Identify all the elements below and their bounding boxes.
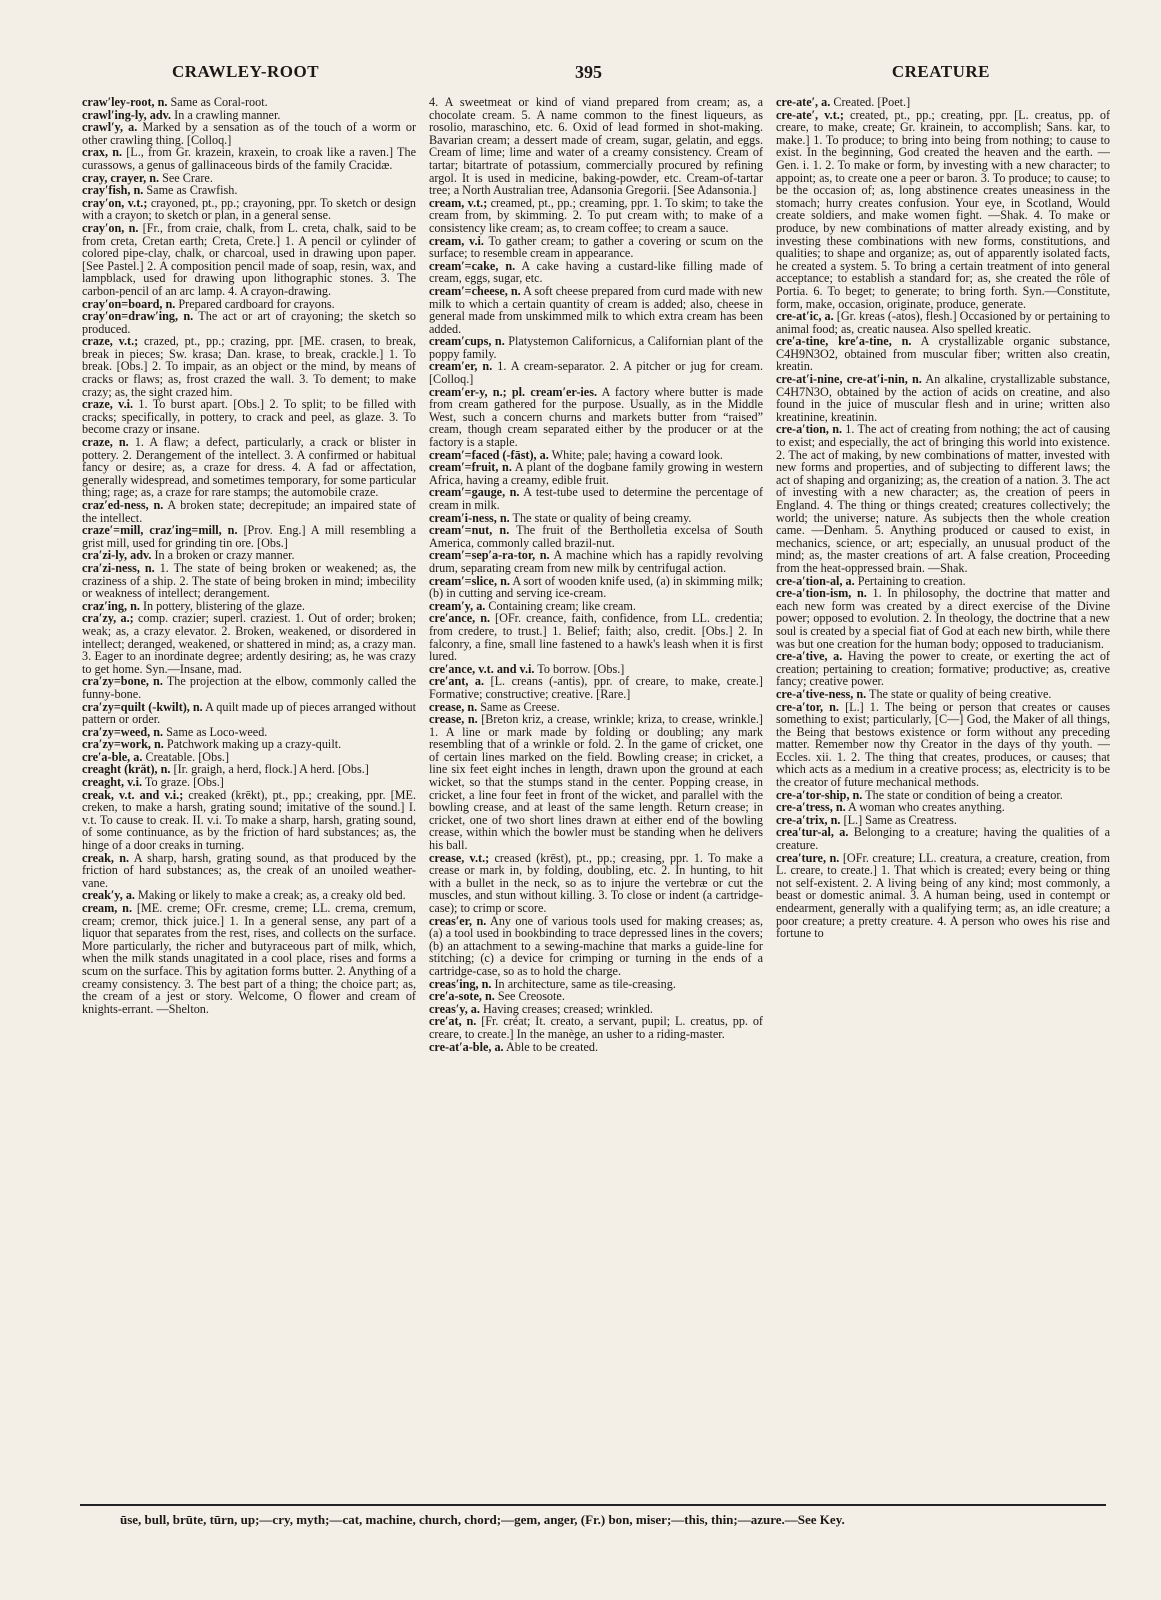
entry-definition: A test-tube used to determine the percentage of cream in milk. (429, 485, 763, 512)
dictionary-entry (776, 852, 1110, 940)
dictionary-entry (776, 310, 1110, 335)
entry-definition: A sort of wooden knife used, (a) in skimming milk; (b) in cutting and serving ice-cream. (429, 573, 763, 601)
entry-headword: cre′a-tine, kre′a-tine, n. (776, 334, 912, 349)
entry-definition: See Creosote. (497, 989, 565, 1004)
entry-headword: craze′=mill, craz′ing=mill, n. (82, 523, 238, 538)
entry-definition: Able to be created. (505, 1039, 599, 1054)
entry-definition: [L. creans (-antis), ppr. of creare, to make, create.] Formative; constructive; creative. [Rare.] (429, 674, 763, 701)
entry-headword: creaght (krät), n. (82, 762, 171, 777)
entry-definition: Patchwork making up a crazy-quilt. (166, 737, 342, 752)
page-number: 395 (575, 62, 602, 82)
entry-headword: cray′on=draw′ing, n. (82, 309, 194, 324)
entry-headword: cray′on=board, n. (82, 296, 176, 311)
entry-headword: crease, n. (429, 699, 478, 714)
entry-definition: A crystallizable organic substance, C4H9N3O2, obtained from muscular fiber; written also creatin, kreatin. (776, 334, 1110, 374)
dictionary-entry (429, 1041, 763, 1054)
dictionary-entry (82, 902, 416, 1015)
entry-headword: cray′fish, n. (82, 183, 144, 198)
entry-definition: Created. [Poet.] (833, 96, 911, 109)
entry-headword: cra′zy=bone, n. (82, 674, 163, 689)
dictionary-entry (776, 587, 1110, 650)
dictionary-entry (776, 826, 1110, 851)
pronunciation-key: ūse, bull, brūte, tūrn, up;—cry, myth;—cat, machine, church, chord;—gem, anger, (Fr.) bon, miser;—this, thin;—azure.—See Key. (120, 1512, 845, 1527)
dictionary-entry (429, 612, 763, 662)
entry-definition: Platystemon Californicus, a Californian plant of the poppy family. (429, 334, 763, 361)
entry-headword: crawl′y, a. (82, 120, 138, 135)
dictionary-entry (82, 701, 416, 726)
entry-headword: cream′cups, n. (429, 334, 505, 349)
entry-definition: created, pt., pp.; creating, ppr. [L. creatus, pp. of creare, to make, create; Gr. krainein, to accomplish; Sans. kar, to make.] 1. To produce; to bring into being from nothing; to cause to exist. In the beginning, God created the heaven and the earth. —Gen. i. 1. 2. To make or form, by investing with a new character; to appoint; as, to create one a peer or baron. 3. To produce; to cause; to be the occasion of; as, long abstinence creates uneasiness in the stomach; hurry creates confusion. Your eye, in Scotland, Would create soldiers, and make women fight. —Shak. 4. To make or produce, by new combinations of matter already existing, and by investing these combinations with new forms, constitutions, and qualities; to shape and organize; as, out of apparently isolated facts, he created a system. 5. To bring a certain treatment of into general acceptance; to establish a standard for; as, she created the rôle of Portia. 6. To beget; to generate; to bring forth. Syn.—Constitute, form, make, occasion, originate, produce, generate. (776, 107, 1110, 311)
entry-definition: To gather cream; to gather a covering or scum on the surface; to resemble cream in appearance. (429, 233, 763, 261)
entry-headword: crawl′ing-ly, adv. (82, 107, 172, 122)
entry-headword: creas′y, a. (429, 1001, 480, 1016)
entry-headword: cream′=fruit, n. (429, 460, 512, 475)
entry-headword: cre-a′tion-al, a. (776, 573, 855, 588)
entry-headword: cray, crayer, n. (82, 170, 160, 185)
entry-definition: [ME. creme; OFr. cresme, creme; LL. crema, cremum, cream; cremor, thick juice.] 1. In a general sense, any part of a liquor that separates from the rest, rises, and collects on the surface. More particularly, the richer and butyraceous part of milk, which, when the milk stands unagitated in a cool place, rises and forms a scum on the surface. This by agitation forms butter. 2. Anything of a creamy consistency. 3. The best part of a thing; the choice part; as, the cream of a jest or story. Welcome, O flower and cream of knights-errant. —Shelton. (82, 901, 416, 1016)
dictionary-entry (82, 436, 416, 499)
header-left-guideword: CRAWLEY-ROOT (172, 62, 320, 81)
entry-headword: cre′ant, a. (429, 674, 485, 689)
entry-headword: cream′=cheese, n. (429, 283, 521, 298)
entry-definition: creaked (krēkt), pt., pp.; creaking, ppr. [ME. creken, to make a harsh, grating sound; imitative of the sound.] I. v.t. To cause to creak. II. v.i. To make a sharp, harsh, grating sound, of some continuance, as by the friction of hard substances; as, the hinge of a door creaks in turning. (82, 787, 416, 853)
column-2 (429, 96, 763, 1496)
entry-headword: craz′ed-ness, n. (82, 498, 164, 512)
entry-headword: cre′ance, n. (429, 611, 491, 626)
entry-headword: craze, v.t.; (82, 334, 139, 349)
dictionary-entry (82, 675, 416, 700)
dictionary-entry (776, 650, 1110, 688)
entry-headword: cra′zy=quilt (-kwilt), n. (82, 699, 203, 714)
entry-headword: crea′tur-al, a. (776, 825, 849, 840)
entry-headword: craz′ing, n. (82, 598, 140, 613)
entry-headword: cre-ate′, v.t.; (776, 107, 844, 122)
entry-definition: See Crare. (162, 170, 213, 185)
page-header (80, 62, 1100, 88)
dictionary-entry (429, 285, 763, 335)
dictionary-entry (82, 499, 416, 524)
dictionary-entry (82, 146, 416, 171)
entry-headword: cre-at′ic, a. (776, 309, 834, 324)
columns (82, 96, 1110, 1496)
entry-definition: [OFr. creance, faith, confidence, from LL. credentia; from credere, to trust.] 1. Belief; faith; also, credit. [Obs.] 2. In falconry, a fine, small line fastened to a hawk's leash when it is first lured. (429, 611, 763, 664)
entry-definition: White; pale; having a coward look. (551, 447, 723, 462)
dictionary-entry (776, 701, 1110, 789)
dictionary-entry (82, 789, 416, 852)
entry-headword: cray′on, v.t.; (82, 195, 148, 210)
entry-definition: [Gr. kreas (-atos), flesh.] Occasioned by or pertaining to animal food; as, creatic nausea. Also spelled kreatic. (776, 309, 1110, 336)
entry-headword: creas′ing, n. (429, 976, 492, 991)
entry-headword: cream′y, a. (429, 598, 486, 613)
entry-definition: 1. The act of creating from nothing; the act of causing to exist; and especially, the act of bringing this world into existence. 2. The act of making, by new combinations of matter, invested with new forms and properties, and of subjecting to different laws; the act of shaping and organizing; as, the creation of a nation. 3. The act of investing with a new character; as, the creation of peers in England. 4. The thing or things created; creatures collectively; the world; the universe; nature. As subjects then the whole creation came. —Denham. 5. Anything produced or caused to exist, in mechanics, science, or art; especially, an unusual product of the mind; as, the master creations of art. A false creation, Proceeding from the heat-oppressed brain. —Shak. (776, 422, 1110, 575)
entry-headword: cre-a′tress, n. (776, 800, 846, 815)
entry-definition: To borrow. [Obs.] (537, 661, 625, 676)
entry-definition: A cake having a custard-like filling made of cream, eggs, sugar, etc. (429, 258, 763, 286)
dictionary-entry (429, 915, 763, 978)
entry-headword: cra′zi-ness, n. (82, 560, 155, 575)
header-right-guideword: CREATURE (891, 62, 990, 81)
entry-definition: Same as Coral-root. (170, 96, 268, 109)
dictionary-entry (82, 612, 416, 675)
entry-headword: cre′a-sote, n. (429, 989, 495, 1004)
entry-headword: crease, n. (429, 712, 478, 727)
dictionary-entry (429, 524, 763, 549)
entry-headword: cream′=nut, n. (429, 523, 510, 538)
entry-definition: Creatable. [Obs.] (145, 749, 230, 764)
dictionary-entry (82, 310, 416, 335)
entry-definition: A broken state; decrepitude; an impaired state of the intellect. (82, 498, 416, 525)
entry-headword: cra′zy=work, n. (82, 737, 164, 752)
entry-headword: cream′=cake, n. (429, 258, 516, 273)
dictionary-entry (82, 398, 416, 436)
entry-definition: A factory where butter is made from cream gathered for the purpose. Usually, as in the Middle West, such a concern churns and markets butter from “raised” cream, though cream separated either by the producer or at the factory is a staple. (429, 384, 763, 450)
entry-definition: creamed, pt., pp.; creaming, ppr. 1. To skim; to take the cream from, by skimming. 2. To put cream with; to make of a consistency like cream; as, to cream coffee; to cream a sauce. (429, 195, 763, 235)
entry-headword: cre-a′trix, n. (776, 812, 841, 827)
entry-definition: The projection at the elbow, commonly called the funny-bone. (82, 674, 416, 701)
dictionary-entry (429, 235, 763, 260)
entry-definition: 1. A flaw; a defect, particularly, a crack or blister in pottery. 2. Derangement of the intellect. 3. A confirmed or habitual fancy or desire; as, a craze for dress. 4. A fad or affectation, generally widespread, and sometimes temporary, for some particular thing; rage; as, a craze for rare stamps; the automobile craze. (82, 435, 416, 500)
entry-headword: creak, v.t. and v.i.; (82, 787, 184, 802)
entry-definition: Same as Crawfish. (146, 183, 238, 198)
entry-definition: The act or art of crayoning; the sketch so produced. (82, 309, 416, 336)
entry-definition: Pertaining to creation. (857, 573, 966, 588)
entry-definition: A woman who creates anything. (848, 800, 1005, 815)
dictionary-entry (82, 335, 416, 398)
entry-definition: [L., from Gr. krazein, kraxein, to croak like a raven.] The curassows, a genus of gallinaceous birds of the family Cracidæ. (82, 145, 416, 172)
entry-definition: 4. A sweetmeat or kind of viand prepared from cream; as, a chocolate cream. 5. A name common to the finest liqueurs, as rosolio, maraschino, etc. 6. Oxid of lead formed in shot-making. Bavarian cream; a dessert made of cream, sugar, gelatin, and eggs. Cream of lime; lime and water of a creamy consistency. Cream of tartar; bitartrate of potassium, commercially procured by refining argol. It is used in medicine, baking-powder, etc. Cream-of-tartar tree; a North Australian tree, Adansonia Gregorii. [See Adansonia.] (429, 96, 763, 198)
dictionary-entry (429, 260, 763, 285)
entry-definition: crazed, pt., pp.; crazing, ppr. [ME. crasen, to break, break in pieces; Sw. krasa; Dan. krase, to break, crackle.] 1. To break. [Obs.] 2. To impair, as an object or the mind, by means of cracks or flaws; as, frost crazed the wall. 3. To dement; to make crazy; as, the sight crazed him. (82, 334, 416, 399)
entry-headword: crax, n. (82, 145, 123, 160)
entry-headword: cre-a′tion-ism, n. (776, 586, 867, 601)
entry-headword: cre-at′i-nine, cre-at′i-nin, n. (776, 372, 922, 387)
entry-definition: [OFr. creature; LL. creatura, a creature, creation, from L. creare, to create.] 1. That which is created; every being or thing not self-existent. 2. A living being of any kind; most commonly, a beast or domestic animal. 3. A human being, used in contempt or endearment, generally with a qualifying term; as, an idle creature; a poor creature; a pretty creature. 4. A person who owes his rise and fortune to (776, 850, 1110, 941)
dictionary-entry (429, 852, 763, 915)
entry-headword: crease, v.t.; (429, 850, 490, 865)
dictionary-entry (429, 575, 763, 600)
dictionary-entry (776, 373, 1110, 423)
entry-headword: cre-a′tive-ness, n. (776, 686, 867, 701)
column-3 (776, 96, 1110, 1496)
entry-headword: creaght, v.i. (82, 775, 143, 790)
entry-headword: cre-a′tive, a. (776, 649, 843, 664)
entry-definition: Same as Loco-weed. (166, 724, 268, 739)
entry-definition: [Fr., from craie, chalk, from L. creta, chalk, said to be from creta, Cretan earth; Creta, Crete.] 1. A pencil or cylinder of colored pipe-clay, chalk, or charcoal, used in drawing upon paper. [See Pastel.] 2. A composition pencil made of soap, resin, wax, and lampblack, used for drawing upon lithographic stones. 3. The carbon-pencil of an arc lamp. 4. A crayon-drawing. (82, 220, 416, 298)
entry-definition: A sharp, harsh, grating sound, as that produced by the friction of hard substances; as, the creak of an unoiled weather-vane. (82, 850, 416, 890)
entry-headword: cream′=slice, n. (429, 573, 510, 588)
entry-definition: A machine which has a rapidly revolving drum, separating cream from new milk by centrifugal action. (429, 548, 763, 575)
dictionary-entry (429, 713, 763, 852)
entry-headword: cream′=faced (-fāst), a. (429, 447, 549, 462)
entry-definition: Having creases; creased; wrinkled. (482, 1001, 653, 1016)
dictionary-entry (82, 562, 416, 600)
entry-headword: cream′i-ness, n. (429, 510, 510, 525)
entry-headword: creak′y, a. (82, 888, 135, 903)
entry-headword: creak, n. (82, 850, 130, 865)
entry-definition: Having the power to create, or exerting the act of creation; pertaining to creation; formative; productive; as, creative fancy; creative power. (776, 649, 1110, 689)
entry-definition: crayoned, pt., pp.; crayoning, ppr. To sketch or design with a crayon; to sketch or plan, in a general sense. (82, 195, 416, 223)
entry-definition: [L.] 1. The being or person that creates or causes something to exist; particularly, [C—] God, the Maker of all things, the Being that bestows existence or form without any preceding matter. Remember now thy Creator in the days of thy youth. —Eccles. xii. 1. 2. The thing that creates, produces, or causes; that which acts as a medium in a creative process; as, electricity is to be the creator of future mechanical methods. (776, 699, 1110, 790)
entry-headword: cray′on, n. (82, 220, 139, 235)
entry-definition: An alkaline, crystallizable substance, C4H7N3O, obtained by the action of acids on creatine, and also found in the juice of muscular flesh and in urine; written also kreatinine, kreatinin. (776, 372, 1110, 424)
entry-headword: cre′at, n. (429, 1014, 477, 1029)
entry-definition: In a crawling manner. (174, 107, 281, 122)
entry-definition: [Ir. graigh, a herd, flock.] A herd. [Obs.] (173, 762, 369, 777)
entry-headword: cre′ance, v.t. and v.i. (429, 661, 535, 676)
dictionary-entry (82, 197, 416, 222)
dictionary-entry (429, 486, 763, 511)
entry-headword: cra′zy=weed, n. (82, 724, 164, 739)
dictionary-entry (429, 96, 763, 197)
entry-definition: The state or condition of being a creator. (865, 787, 1063, 802)
dictionary-entry (82, 852, 416, 890)
entry-headword: cra′zi-ly, adv. (82, 548, 152, 563)
entry-headword: cre-a′tor, n. (776, 699, 839, 714)
dictionary-entry (429, 1015, 763, 1040)
entry-headword: cre-a′tion, n. (776, 422, 843, 437)
entry-definition: Same as Creese. (480, 699, 560, 714)
entry-headword: cre-a′tor-ship, n. (776, 787, 863, 802)
footer-rule (80, 1504, 1106, 1506)
entry-definition: [Fr. créat; It. creato, a servant, pupil; L. creatus, pp. of creare, to create.] In the manège, an usher to a riding-master. (429, 1014, 763, 1041)
entry-headword: crea′ture, n. (776, 850, 840, 865)
dictionary-entry (82, 222, 416, 298)
entry-headword: craze, n. (82, 435, 129, 450)
entry-headword: cream, n. (82, 901, 132, 915)
entry-definition: [Breton kriz, a crease, wrinkle; kriza, to crease, wrinkle.] 1. A line or mark made by folding or doubling; any mark resembling that of a wrinkle or fold. 2. In the game of cricket, one of certain lines marked on the field. Bowling crease; in cricket, a line six feet eight inches in length, drawn upon the ground at each wicket, so that the stumps stand in the center. Popping crease, in cricket, a line four feet in front of the wicket, and parallel with the bowling crease, and at least of the same length. Return crease; in cricket, one of two short lines drawn at either end of the bowling crease, within which the bowler must be standing when he delivers his ball. (429, 712, 763, 853)
entry-definition: [Prov. Eng.] A mill resembling a grist mill, used for grinding tin ore. [Obs.] (82, 523, 416, 550)
entry-headword: creas′er, n. (429, 913, 487, 928)
entry-definition: comp. crazier; superl. craziest. 1. Out of order; broken; weak; as, a crazy elevator. 2. Broken, weakened, or disordered in intellect; deranged, weakened, or shattered in mind; as, a crazy man. 3. Eager to an inordinate degree; ardently desiring; as, he was crazy to get home. Syn.—Insane, mad. (82, 611, 416, 676)
entry-definition: Marked by a sensation as of the touch of a worm or other crawling thing. [Colloq.] (82, 120, 416, 147)
entry-definition: To graze. [Obs.] (144, 775, 224, 790)
dictionary-entry (82, 524, 416, 549)
dictionary-entry (429, 461, 763, 486)
entry-definition: The state or quality of being creamy. (512, 510, 692, 525)
entry-definition: A quilt made up of pieces arranged without pattern or order. (82, 699, 416, 727)
dictionary-entry (429, 386, 763, 449)
entry-headword: craze, v.i. (82, 397, 134, 412)
entry-definition: In a broken or crazy manner. (154, 548, 295, 563)
entry-definition: Any one of various tools used for making creases; as, (a) a tool used in bookbinding to trace depressed lines in the covers; (b) an attachment to a sewing-machine that marks a guide-line for stitching; (c) a device for crimping or turning in the ends of a cartridge-case, so as to hold the charge. (429, 913, 763, 978)
dictionary-entry (429, 197, 763, 235)
entry-definition: A plant of the dogbane family growing in western Africa, having a creamy, edible fruit. (429, 460, 763, 487)
entry-headword: cream, v.i. (429, 233, 484, 248)
entry-definition: creased (krēst), pt., pp.; creasing, ppr. 1. To make a crease or mark in, by folding, doubling, etc. 2. In hunting, to hit with a bullet in the neck, so as to injure the vertebræ or cut the muscles, and stun without killing. 3. To close or indent (a cartridge-case); to crimp or score. (429, 850, 763, 915)
dictionary-entry (429, 335, 763, 360)
entry-definition: 1. In philosophy, the doctrine that matter and each new form was created by a direct exercise of the Divine power; opposed to evolution. 2. In theology, the doctrine that a new soul is created by a special fiat of God at each new birth, while there was but one creation for the human body; opposed to traducianism. (776, 586, 1110, 651)
entry-definition: The state or quality of being creative. (869, 686, 1052, 701)
dictionary-entry (776, 423, 1110, 574)
entry-definition: Containing cream; like cream. (488, 598, 636, 613)
entry-definition: Prepared cardboard for crayons. (178, 296, 335, 311)
dictionary-entry (429, 360, 763, 385)
entry-definition: The fruit of the Bertholletia excelsa of South America, commonly called brazil-nut. (429, 523, 763, 550)
entry-definition: In architecture, same as tile-creasing. (494, 976, 676, 991)
entry-definition: 1. A cream-separator. 2. A pitcher or jug for cream. [Colloq.] (429, 359, 763, 387)
entry-headword: cream′er, n. (429, 359, 493, 374)
dictionary-entry (429, 549, 763, 574)
dictionary-entry (429, 675, 763, 700)
entry-headword: cream′er-y, n.; pl. cream′er-ies. (429, 384, 598, 399)
entry-definition: In pottery, blistering of the glaze. (142, 598, 305, 613)
entry-headword: craw′ley-root, n. (82, 96, 168, 109)
entry-definition: Belonging to a creature; having the qualities of a creature. (776, 825, 1110, 853)
entry-definition: 1. The state of being broken or weakened; as, the craziness of a ship. 2. The state of being broken in mind; imbecility or weakness of intellect; derangement. (82, 560, 416, 601)
entry-headword: cream, v.t.; (429, 195, 488, 210)
entry-headword: cre-ate′, a. (776, 96, 831, 109)
entry-definition: Making or likely to make a creak; as, a creaky old bed. (138, 888, 406, 903)
entry-headword: cre-at′a-ble, a. (429, 1039, 504, 1054)
entry-headword: cre′a-ble, a. (82, 749, 143, 764)
entry-definition: A soft cheese prepared from curd made with new milk to which a certain quantity of cream is added; also, cheese in general made from unskimmed milk to which extra cream has been added. (429, 283, 763, 336)
dictionary-entry (82, 121, 416, 146)
entry-headword: cream′=sep′a-ra-tor, n. (429, 548, 550, 563)
entry-headword: cra′zy, a.; (82, 611, 134, 626)
column-1 (82, 96, 416, 1496)
dictionary-entry (776, 335, 1110, 373)
dictionary-entry (776, 109, 1110, 311)
entry-definition: 1. To burst apart. [Obs.] 2. To split; to be filled with cracks; specifically, in pottery, to crack and peel, as glaze. 3. To become crazy or insane. (82, 397, 416, 437)
entry-definition: [L.] Same as Creatress. (843, 812, 957, 827)
entry-headword: cream′=gauge, n. (429, 485, 520, 500)
